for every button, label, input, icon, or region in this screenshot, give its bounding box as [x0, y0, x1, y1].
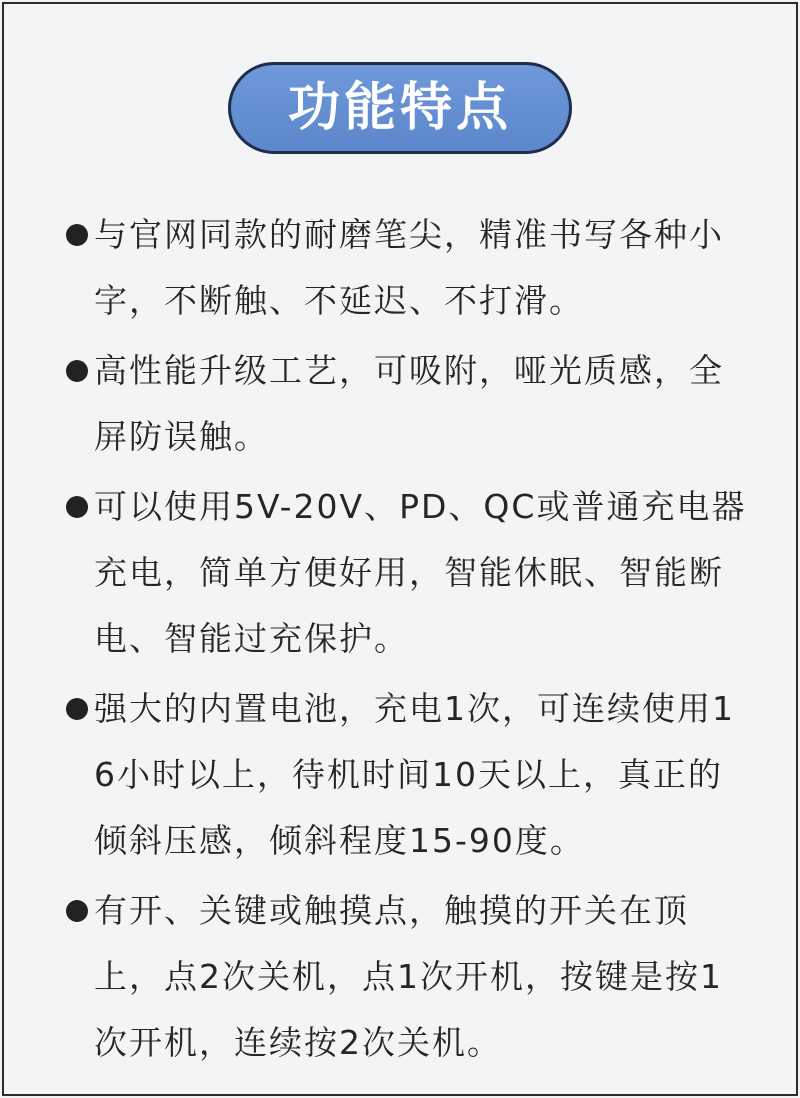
feature-item — [66, 474, 756, 672]
feature-item — [66, 878, 756, 1076]
bullet-dot-icon — [66, 900, 88, 922]
feature-text: 强大的内置电池，充电1次，可连续使用16小时以上，待机时间10天以上，真正的倾斜压感，倾斜程度15-90度。 — [94, 689, 735, 860]
bullet-dot-icon — [66, 360, 88, 382]
feature-item — [66, 202, 756, 334]
bullet-dot-icon — [66, 698, 88, 720]
feature-text: 与官网同款的耐磨笔尖，精准书写各种小字，不断触、不延迟、不打滑。 — [94, 215, 724, 320]
feature-item — [66, 338, 756, 470]
feature-list — [66, 202, 756, 1080]
title-badge — [228, 62, 572, 154]
poster-frame — [2, 2, 798, 1096]
feature-item — [66, 676, 756, 874]
feature-text: 可以使用5V-20V、PD、QC或普通充电器充电，简单方便好用，智能休眠、智能断电、智能过充保护。 — [94, 487, 747, 658]
feature-text: 有开、关键或触摸点，触摸的开关在顶上，点2次关机，点1次开机，按键是按1次开机，连续按2次关机。 — [94, 891, 723, 1062]
feature-text: 高性能升级工艺，可吸附，哑光质感，全屏防误触。 — [94, 351, 724, 456]
bullet-dot-icon — [66, 224, 88, 246]
page-title: 功能特点 — [287, 78, 512, 138]
bullet-dot-icon — [66, 496, 88, 518]
